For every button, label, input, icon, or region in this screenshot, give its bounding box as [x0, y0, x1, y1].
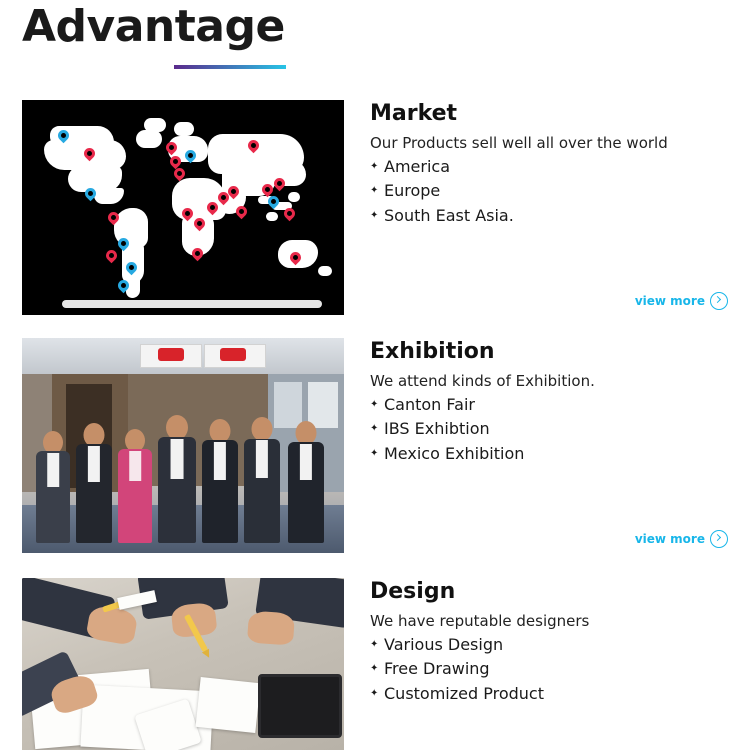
list-item: ✦ Europe: [370, 179, 750, 203]
person: [76, 423, 112, 543]
design-subtitle: We have reputable designers: [370, 611, 590, 630]
person: [244, 417, 280, 543]
list-item: ✦ Canton Fair: [370, 393, 750, 417]
list-item: ✦ IBS Exhibtion: [370, 417, 750, 441]
chevron-right-icon: [710, 530, 728, 548]
view-more-label: view more: [634, 294, 705, 308]
design-title: Design: [370, 579, 456, 604]
world-map-graphic: [22, 100, 344, 315]
design-bullets: [370, 633, 750, 706]
design-image[interactable]: [22, 578, 344, 750]
page-title: Advantage: [22, 1, 285, 52]
exhibition-bullets: [370, 393, 750, 466]
person: [158, 415, 196, 543]
exhibition-title: Exhibition: [370, 339, 495, 364]
page-title-block: [22, 2, 286, 69]
map-pin: [104, 248, 120, 264]
exhibition-booth-graphic: [22, 338, 344, 553]
view-more-label: view more: [634, 532, 705, 546]
chevron-right-icon: [710, 292, 728, 310]
person: [118, 429, 152, 543]
list-item: ✦ Customized Product: [370, 682, 750, 706]
list-item: ✦ America: [370, 155, 750, 179]
title-underline: [174, 65, 286, 69]
exhibition-view-more-link[interactable]: [635, 530, 728, 548]
exhibition-text: [370, 338, 750, 466]
design-desk-graphic: [22, 578, 344, 750]
list-item: ✦ Mexico Exhibition: [370, 442, 750, 466]
design-text: [370, 578, 750, 706]
market-title: Market: [370, 101, 458, 126]
market-image[interactable]: [22, 100, 344, 315]
market-view-more-link[interactable]: [635, 292, 728, 310]
market-text: [370, 100, 750, 228]
list-item: ✦ Free Drawing: [370, 657, 750, 681]
exhibition-subtitle: We attend kinds of Exhibition.: [370, 371, 595, 390]
list-item: ✦ Various Design: [370, 633, 750, 657]
market-subtitle: Our Products sell well all over the world: [370, 133, 668, 152]
list-item: ✦ South East Asia.: [370, 204, 750, 228]
person: [36, 431, 70, 543]
market-bullets: [370, 155, 750, 228]
person: [202, 419, 238, 543]
person: [288, 421, 324, 543]
exhibition-image[interactable]: [22, 338, 344, 553]
